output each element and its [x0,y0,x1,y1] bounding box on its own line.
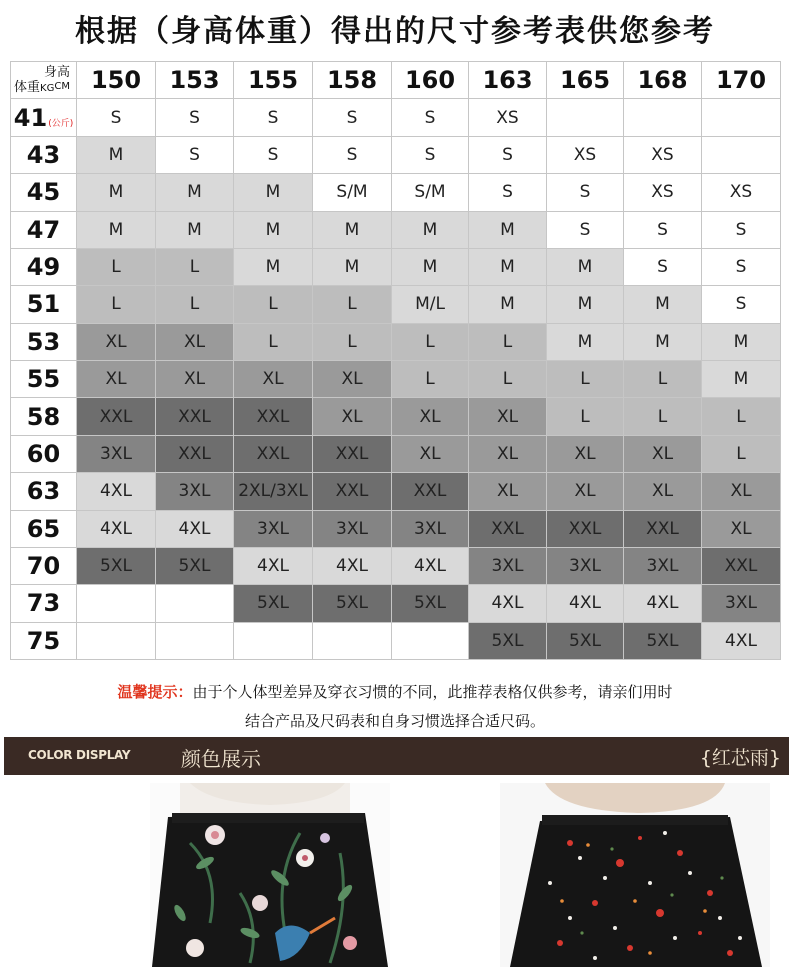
size-cell: XL [469,398,547,435]
size-cell: M [313,248,392,285]
weight-value: 73 [26,589,61,618]
size-cell: M/L [392,286,469,323]
height-header: 168 [624,62,702,99]
size-cell: M [702,323,781,360]
size-cell: L [156,286,234,323]
weight-header [11,622,77,659]
table-row [11,585,781,622]
size-cell: M [77,136,156,173]
size-cell: L [392,361,469,398]
table-row [11,398,781,435]
size-cell [156,622,234,659]
weight-header [11,323,77,360]
size-cell: 5XL [392,585,469,622]
weight-value: 47 [26,215,61,244]
size-cell: XL [702,473,781,510]
table-row [11,211,781,248]
weight-value: 63 [26,477,61,506]
size-cell: 3XL [547,547,624,584]
size-cell: XL [234,361,313,398]
table-row [11,361,781,398]
size-cell: 4XL [77,473,156,510]
size-cell: XL [156,361,234,398]
size-cell: 4XL [547,585,624,622]
size-cell: M [469,248,547,285]
weight-header [11,248,77,285]
weight-header [11,211,77,248]
size-cell: 3XL [702,585,781,622]
size-cell: L [469,361,547,398]
size-cell: 5XL [469,622,547,659]
size-cell: XXL [313,435,392,472]
weight-value: 75 [26,626,61,655]
size-cell: XXL [156,435,234,472]
color-display-banner [4,737,789,775]
size-cell: S [77,99,156,136]
banner-brand: {红芯雨} [699,747,781,769]
size-cell: S [624,248,702,285]
size-cell: L [313,323,392,360]
height-header: 150 [77,62,156,99]
table-row [11,547,781,584]
size-cell: M [77,174,156,211]
weight-header [11,174,77,211]
weight-axis-label [14,81,54,95]
size-cell [77,585,156,622]
size-cell [77,622,156,659]
weight-header [11,547,77,584]
banner-english-label: COLOR DISPLAY [28,748,131,762]
table-row [11,136,781,173]
size-cell: XXL [392,473,469,510]
size-cell: M [547,286,624,323]
product-photo-floral [150,783,390,967]
size-cell: M [234,174,313,211]
size-cell: XL [313,398,392,435]
table-row [11,323,781,360]
size-cell: S [234,136,313,173]
size-cell: 3XL [469,547,547,584]
size-cell: 4XL [77,510,156,547]
size-cell: S [702,286,781,323]
weight-value: 45 [26,178,61,207]
weight-value: 58 [26,402,61,431]
size-cell: L [469,323,547,360]
size-cell: M [392,211,469,248]
size-cell: S [469,174,547,211]
size-cell: L [392,323,469,360]
weight-value: 51 [26,290,61,319]
height-header: 170 [702,62,781,99]
size-cell [702,136,781,173]
weight-unit: KG [40,83,55,95]
weight-header [11,136,77,173]
weight-header [11,435,77,472]
size-cell: 4XL [392,547,469,584]
size-cell: 3XL [77,435,156,472]
size-chart-table [10,61,781,660]
size-cell: 4XL [313,547,392,584]
size-cell: XL [547,435,624,472]
height-header-row [11,62,781,99]
size-cell: XL [624,435,702,472]
size-cell: 2XL/3XL [234,473,313,510]
size-cell: 5XL [234,585,313,622]
size-cell: 3XL [234,510,313,547]
size-cell: XXL [234,435,313,472]
size-cell [624,99,702,136]
size-cell: 4XL [702,622,781,659]
size-cell: XL [77,323,156,360]
size-cell: 4XL [234,547,313,584]
height-header: 163 [469,62,547,99]
tip-line-2: 结合产品及尺码表和自身习惯选择合适尺码。 [244,712,545,730]
height-header: 165 [547,62,624,99]
size-cell: M [234,211,313,248]
size-cell: XL [702,510,781,547]
size-cell: M [156,174,234,211]
page-title: 根据（身高体重）得出的尺寸参考表供您参考 [75,14,715,49]
size-cell: 3XL [156,473,234,510]
banner-title: 颜色展示 [181,747,261,771]
size-cell: XL [392,435,469,472]
height-header: 155 [234,62,313,99]
size-cell: XXL [469,510,547,547]
size-cell: L [234,286,313,323]
size-cell: XXL [77,398,156,435]
size-cell: XL [624,473,702,510]
size-cell: L [547,361,624,398]
weight-header [11,585,77,622]
table-row [11,174,781,211]
size-cell: M [547,323,624,360]
height-header: 158 [313,62,392,99]
size-cell: 5XL [77,547,156,584]
size-cell: XS [469,99,547,136]
table-row [11,510,781,547]
weight-header [11,398,77,435]
size-cell: S [313,136,392,173]
size-cell: XL [547,473,624,510]
size-cell: S [547,174,624,211]
weight-header [11,473,77,510]
weight-value: 65 [26,514,61,543]
size-cell: L [624,361,702,398]
size-cell: XS [624,136,702,173]
size-cell: XS [702,174,781,211]
weight-value: 70 [26,552,61,581]
size-cell: XXL [313,473,392,510]
table-row [11,99,781,136]
size-cell: S [392,99,469,136]
table-row [11,286,781,323]
size-cell: 4XL [156,510,234,547]
size-cell: S [156,99,234,136]
size-cell: XXL [702,547,781,584]
size-cell: XL [392,398,469,435]
size-cell: S [624,211,702,248]
weight-unit-note: (公斤) [48,118,74,129]
size-cell: XXL [624,510,702,547]
size-cell: L [313,286,392,323]
size-cell: L [234,323,313,360]
weight-header [11,510,77,547]
size-cell: M [547,248,624,285]
size-cell: 3XL [313,510,392,547]
size-cell: 5XL [624,622,702,659]
weight-value: 55 [26,365,61,394]
size-cell: 4XL [624,585,702,622]
tip-label: 温馨提示： [117,683,193,701]
weight-header [11,361,77,398]
size-cell: XS [624,174,702,211]
weight-label: 体重 [14,80,41,96]
size-cell: L [77,286,156,323]
size-cell: 3XL [392,510,469,547]
size-cell: M [156,211,234,248]
tip-text [0,678,790,736]
size-cell: XL [77,361,156,398]
size-cell: M [624,286,702,323]
size-cell: M [469,211,547,248]
weight-value: 49 [26,253,61,282]
tip-line-1: 由于个人体型差异及穿衣习惯的不同，此推荐表格仅供参考，请亲们用时 [192,683,673,701]
size-cell [392,622,469,659]
height-label: 身高 [43,65,70,80]
table-row [11,248,781,285]
size-cell [313,622,392,659]
size-cell: XXL [156,398,234,435]
size-cell: 5XL [313,585,392,622]
product-photo-small-print [500,783,770,967]
weight-header [11,99,77,136]
size-cell: XS [547,136,624,173]
size-cell: M [313,211,392,248]
size-cell: S/M [313,174,392,211]
size-cell: S/M [392,174,469,211]
size-cell: XL [469,435,547,472]
size-cell: M [392,248,469,285]
height-header: 160 [392,62,469,99]
size-cell: L [156,248,234,285]
size-cell: L [624,398,702,435]
size-cell: M [702,361,781,398]
size-cell: L [547,398,624,435]
size-cell: S [392,136,469,173]
size-cell: L [702,398,781,435]
size-cell: 5XL [547,622,624,659]
table-row [11,473,781,510]
table-row [11,622,781,659]
weight-value: 53 [26,327,61,356]
size-cell: S [156,136,234,173]
size-cell: 4XL [469,585,547,622]
size-cell: S [313,99,392,136]
size-cell [547,99,624,136]
weight-value: 43 [26,140,61,169]
size-cell: XL [156,323,234,360]
size-cell: S [469,136,547,173]
size-cell: S [702,211,781,248]
size-cell: L [702,435,781,472]
size-cell: S [234,99,313,136]
height-unit: CM [54,81,70,92]
table-row [11,435,781,472]
height-header: 153 [156,62,234,99]
size-cell: S [547,211,624,248]
size-cell: M [77,211,156,248]
size-cell: 3XL [624,547,702,584]
corner-cell [11,62,77,99]
size-cell: L [77,248,156,285]
size-cell: XXL [234,398,313,435]
size-cell: XL [469,473,547,510]
weight-value: 41 [13,103,48,132]
size-cell: 5XL [156,547,234,584]
size-cell: M [234,248,313,285]
size-cell [156,585,234,622]
size-cell: XL [313,361,392,398]
size-cell: M [469,286,547,323]
size-cell: S [702,248,781,285]
size-cell [234,622,313,659]
size-cell [702,99,781,136]
size-cell: M [624,323,702,360]
weight-header [11,286,77,323]
weight-value: 60 [26,439,61,468]
size-cell: XXL [547,510,624,547]
